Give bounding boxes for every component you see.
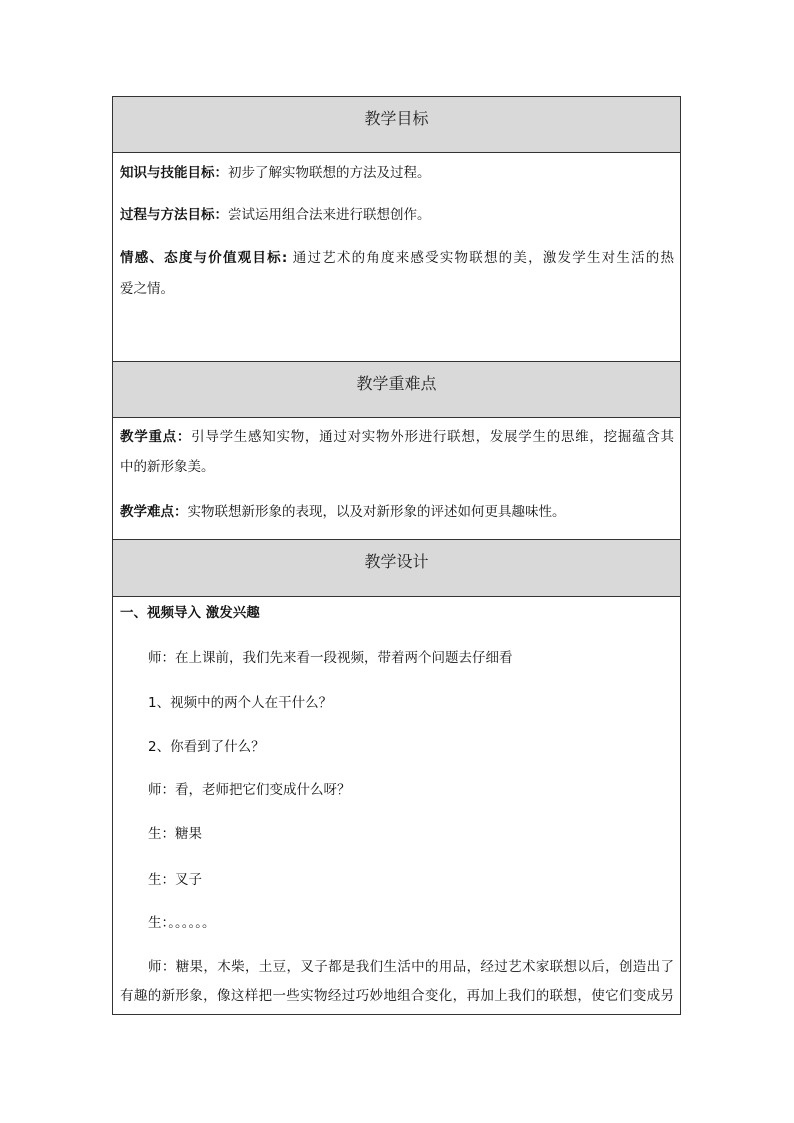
focus-point xyxy=(120,422,674,452)
difficulty-point xyxy=(120,497,674,527)
dialogue-line: 生：糖果 xyxy=(148,826,202,842)
goals-section xyxy=(113,153,680,362)
dialogue-line: 生：叉子 xyxy=(148,872,202,888)
focus-point-cont xyxy=(120,452,674,482)
focus-label: 教学重点： xyxy=(120,429,192,445)
dialogue-line: 2、你看到了什么？ xyxy=(148,739,265,755)
design-section xyxy=(113,597,680,1014)
dialogue-line: 生：。。。。。。 xyxy=(148,915,216,931)
goals-header-text: 教学目标 xyxy=(364,109,429,128)
emotion-goal-text-2: 爱之情。 xyxy=(120,281,174,297)
process-goal xyxy=(120,200,674,230)
paragraph-line-2: 有趣的新形象，像这样把一些实物经过巧妙地组合变化，再加上我们的联想，使它们变成另 xyxy=(120,988,674,1004)
dialogue-line: 师：在上课前，我们先来看一段视频，带着两个问题去仔细看 xyxy=(148,650,513,666)
paragraph-line-1: 师：糖果，木柴，土豆，叉子都是我们生活中的用品，经过艺术家联想以后，创造出了 xyxy=(148,959,674,975)
knowledge-goal-label: 知识与技能目标： xyxy=(120,165,228,181)
difficulty-label: 教学难点： xyxy=(120,504,188,520)
emotion-goal-label: 情感、态度与价值观目标: xyxy=(120,250,288,266)
focus-text-2: 中的新形象美。 xyxy=(120,459,215,475)
emotion-goal-text-1: 通过艺术的角度来感受实物联想的美，激发学生对生活的热 xyxy=(292,250,675,266)
process-goal-label: 过程与方法目标： xyxy=(120,207,228,223)
emotion-goal xyxy=(120,243,674,273)
process-goal-text: 尝试运用组合法来进行联想创作。 xyxy=(228,207,431,223)
keypoints-header-text: 教学重难点 xyxy=(356,374,437,393)
goals-header xyxy=(113,97,680,153)
keypoints-header xyxy=(113,362,680,418)
dialogue-line: 1、视频中的两个人在干什么？ xyxy=(148,695,333,711)
focus-text-1: 引导学生感知实物，通过对实物外形进行联想，发展学生的思维，挖掘蕴含其 xyxy=(191,429,675,445)
lesson-plan-table xyxy=(112,96,681,1015)
knowledge-goal-text: 初步了解实物联想的方法及过程。 xyxy=(228,165,431,181)
dialogue-line: 师：看，老师把它们变成什么呀？ xyxy=(148,782,351,798)
keypoints-section xyxy=(113,418,680,540)
design-section-title xyxy=(120,598,674,628)
design-header xyxy=(113,540,680,597)
knowledge-goal xyxy=(120,158,674,188)
design-header-text: 教学设计 xyxy=(364,552,429,571)
emotion-goal-cont xyxy=(120,274,674,304)
design-section-title-text: 一、视频导入 激发兴趣 xyxy=(120,605,260,621)
difficulty-text: 实物联想新形象的表现，以及对新形象的评述如何更具趣味性。 xyxy=(187,504,566,520)
